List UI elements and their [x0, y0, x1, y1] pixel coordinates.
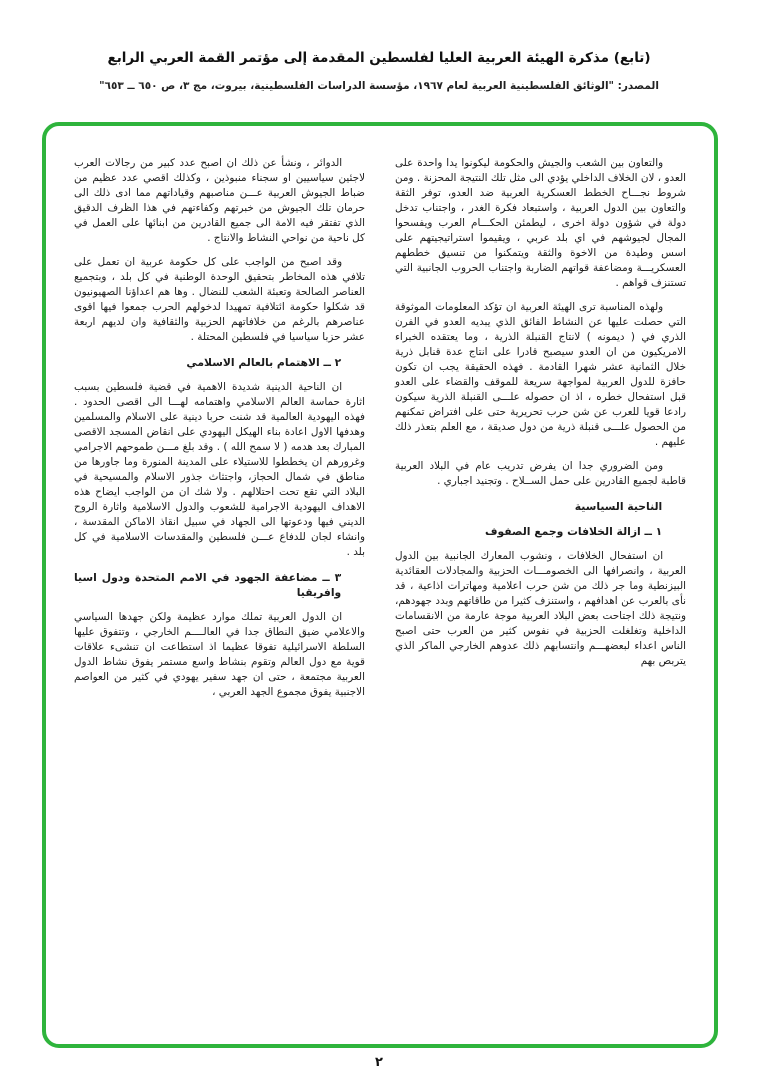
- section-heading-unity: ١ ــ ازالة الخلافات وجمع الصفوف: [484, 525, 663, 538]
- section-heading-political: الناحية السياسية: [574, 500, 663, 513]
- paragraph: الدوائر ، ونشأ عن ذلك ان اصبح عدد كبير من رجالات العرب لاجئين سياسيين او سجناء منبوذين ، وكذلك اقصي عدد عظيم من ضباط الجيوش العربية عـــن مناصبهم وقياداتهم مما ادى ذلك الى حرمان تلك الجيوش من خبرتهم وكفاءتهم في هذا الظرف الدقيق الذي تفتقر فيه الامة الى جميع القادرين من ابنائها على العمل في كل ناحية من نواحي النشاط والانتاج .: [74, 157, 365, 244]
- section-heading-islamic-world: ٢ ــ الاهتمام بالعالم الاسلامي: [186, 356, 342, 369]
- page-number: ٢: [375, 1055, 383, 1070]
- text-column-right: [395, 156, 686, 1024]
- green-border-frame: [42, 122, 718, 1048]
- text-columns: [46, 126, 714, 1044]
- paragraph: والتعاون بين الشعب والجيش والحكومة ليكونوا يدا واحدة على العدو ، لان الخلاف الداخلي يؤدي الى مثل تلك النتيجة المحزنة . ومن شروط نجـــاح الخطط العسكرية العربية ضد العدو، توفر الثقة والتعاون بين الدول العربية ، واستبعاد فكرة الغدر ، واجتناب تدخل دولة في شؤون دولة اخرى ، ليطمئن الحكـــام العرب ويفسحوا المجال لجيوشهم في اي بلد عربي ، ويقيموا استراتيجيتهم على اسس وطيدة من الاخوة والثقة ويتمكنوا من تنسيق خططهم العسكريـــة ومضاعفة قواتهم الضاربة واجتناب الحروب الجانبية التي تستنزف قواهم .: [395, 157, 686, 289]
- paragraph: ولهذه المناسبة ترى الهيئة العربية ان تؤكد المعلومات الموثوقة التي حصلت عليها عن النشاط الفائق الذي يبديه العدو في الفرن الذري في ( ديمونه ) لانتاج القنبلة الذرية ، وما يعتقده الخبراء الامريكيون من ان العدو سيصبح قادرا على انتاج عدة قنابل ذرية خلال الثمانية عشر شهرا القادمة . فهذه الحقيقة يجب ان تكون حافزة للدول العربية لمواجهة سريعة للموقف والقضاء على العدو قبل استفحال خطره ، اذ ان حصوله علـــى القنبلة الذرية سيكون رادعا قويا للعرب عن شن حرب تحريرية حتى على افتراض تمكنهم من الحصول علـــى قنبلة ذرية من دول صديقة ، مع العلم بتعذر ذلك عليهم .: [395, 301, 686, 448]
- paragraph: ومن الضروري جدا ان يفرض تدريب عام في البلاد العربية قاطبة لجميع القادرين على حمل الســلاح . وتجنيد اجباري .: [395, 460, 686, 487]
- document-header: [0, 50, 758, 92]
- text-column-left: [74, 156, 365, 1024]
- paragraph: ان استفحال الخلافات ، ونشوب المعارك الجانبية بين الدول العربية ، وانصرافها الى الخصومـــات الحزبية والمجادلات العقائدية البيزنطية وما جر ذلك من شن حرب اعلامية ومهاترات اذاعية ، قد نأى بالعرب عن اهدافهم ، واستنزف كثيرا من طاقاتهم وبدد جهودهم، ونتيجة ذلك اجتاحت بعض البلاد العربية موجة عارمة من الانقسامات الداخلية وتغلغلت الحزبية في نفوس كثير من العرب حتى اصبح الناس اعداء لبعضهـــم وانتسابهم ذلك عدوهم الخارجي الماكر الذي يتربص بهم: [395, 550, 686, 667]
- paragraph: ان الناحية الدينية شديدة الاهمية في قضية فلسطين بسبب اثارة حماسة العالم الاسلامي واهتمامه لهـــا الى اقصى الحدود . فهذه اليهودية العالمية قد شنت حربا دينية على الاسلام والمسلمين وهدفها الاول اعادة بناء الهيكل اليهودي على انقاض المسجد الاقصى المبارك بعد هدمه ( لا سمح الله ) . وقد بلغ مـــن طموحهم الاجرامي وغرورهم ان يخططوا للاستيلاء على المدينة المنورة وما جاورها من مناطق في شمال الحجاز، واجتثاث جذور الاسلام والمسيحية في البلاد التي تقع تحت احتلالهم . ولا شك ان من الواجب ايضاح هذه الاهداف اليهودية الاجرامية للشعوب والدول الاسلامية واثارة الروح الديني فيها ودعوتها الى الجهاد في سبيل انقاذ الاماكن المقدسة ، وانشاء لجان للدفاع عـــن فلسطين والمقدسات الاسلامية في كل بلد .: [74, 381, 365, 558]
- paragraph: وقد اصبح من الواجب على كل حكومة عربية ان تعمل على تلافي هذه المخاطر بتحقيق الوحدة الوطنية في كل بلد ، وبتجميع العناصر الصالحة وتعبئة الشعب للنضال . وها هم اعداؤنا الصهيونيون قد شكلوا حكومة ائتلافية تمهيدا لدخولهم الحرب جمعوا فيها اقوى عناصرهم بالرغم من خلافاتهم الحزبية والثقافية وان لديهم اربعة عشر حزبا سياسيا في فلسطين المحتلة .: [74, 256, 365, 343]
- source-line: المصدر: "الوثائق الفلسطينية العربية لعام ١٩٦٧، مؤسسة الدراسات الفلسطينية، بيروت، مج ٣، ص ٦٥٠ ــ ٦٥٣": [99, 80, 659, 92]
- document-title: (تابع) مذكرة الهيئة العربية العليا لفلسطين المقدمة إلى مؤتمر القمة العربي الرابع: [107, 50, 651, 66]
- section-heading-un-efforts: ٣ ــ مضاعفة الجهود في الامم المتحدة ودول اسيا وافريقيا: [74, 571, 342, 599]
- paragraph: ان الدول العربية تملك موارد عظيمة ولكن جهدها السياسي والاعلامي ضيق النطاق جدا في العالــــم الخارجي ، وتتفوق عليها السلطة الاسرائيلية تفوقا عظيما اذ استطاعت ان تنشىء علاقات قوية مع دول العالم وتقوم بنشاط واسع مستمر يفوق نشاط الدول العربية مجتمعة ، حتى ان جهد سفير يهودي في كثير من العواصم الاجنبية يفوق مجموع الجهد العربي ،: [74, 611, 365, 698]
